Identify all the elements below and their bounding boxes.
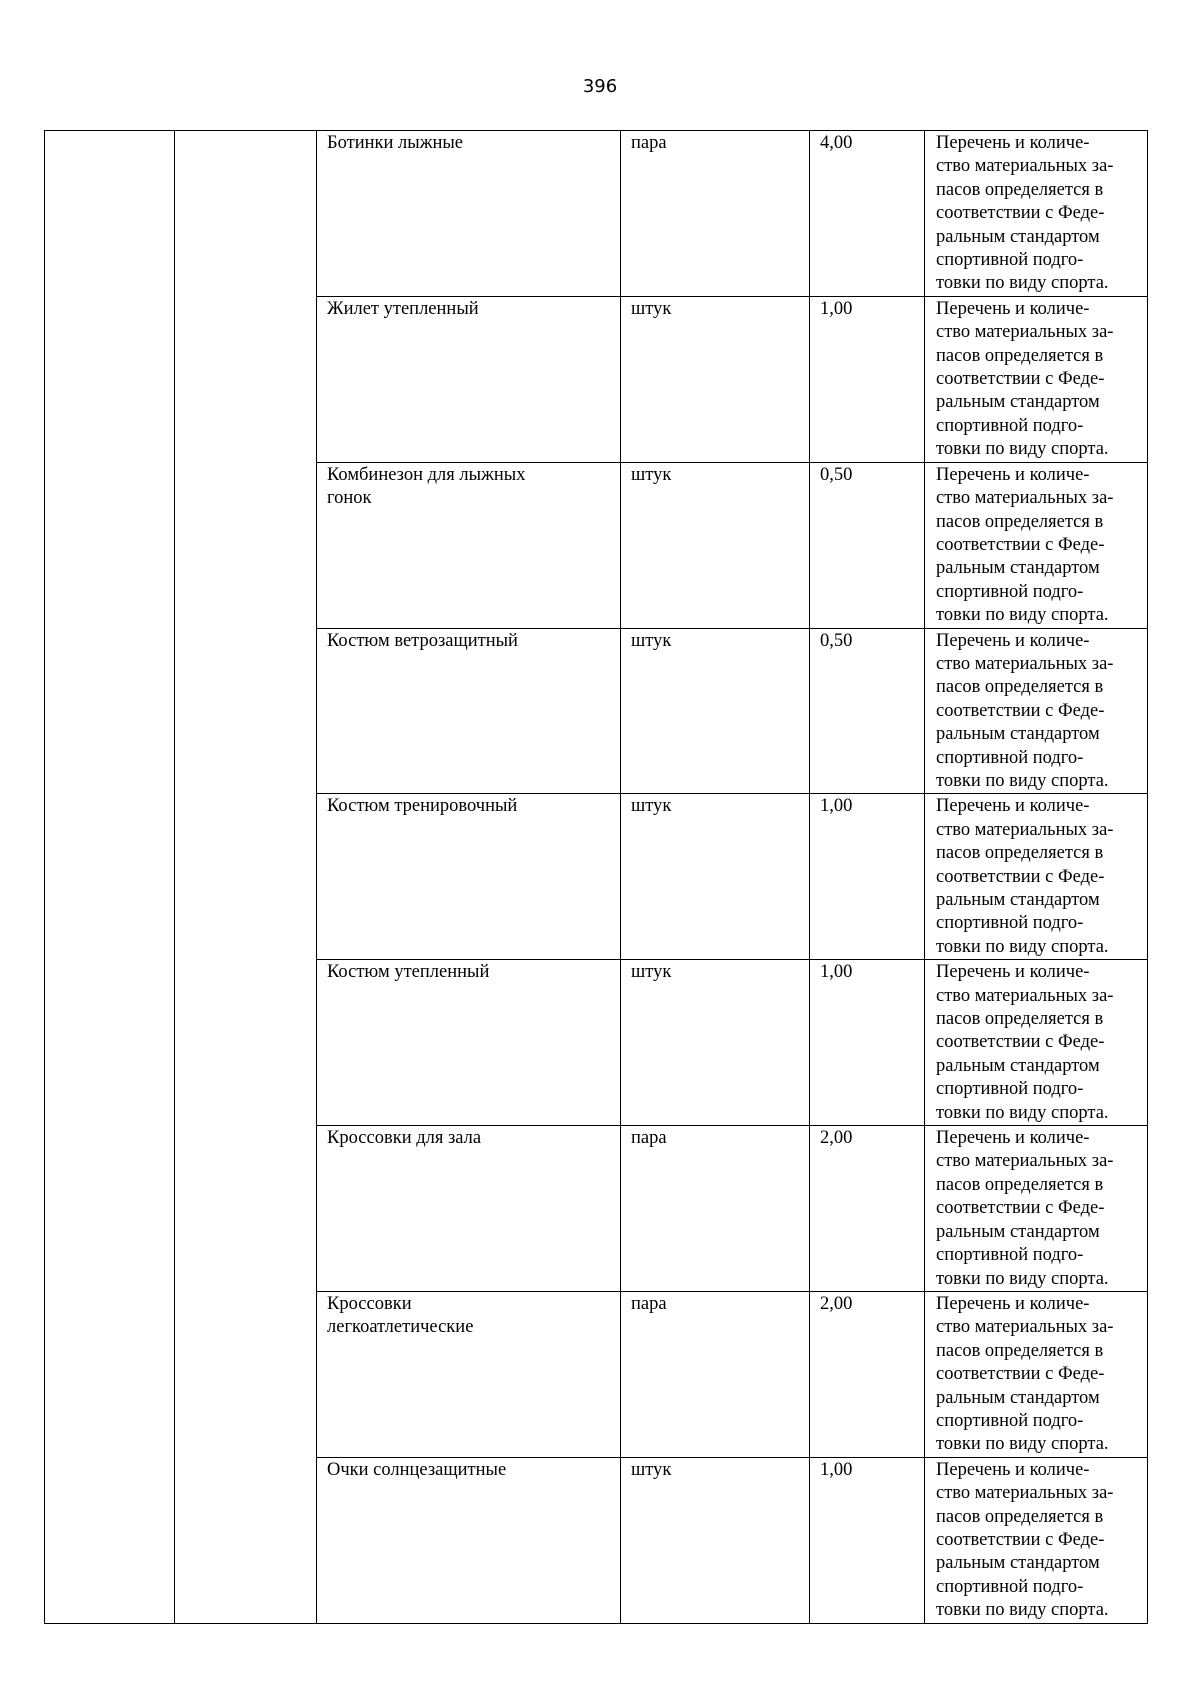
item-name-line: Костюм утепленный (327, 962, 490, 983)
note-line: Перечень и количе- (936, 1459, 1090, 1480)
quantity-cell: 0,50 (810, 462, 925, 628)
merged-empty-cell-2 (175, 131, 317, 1624)
note-line: пасов определяется в (936, 677, 1104, 698)
note-cell (925, 794, 1148, 960)
note-line: ство материальных за- (936, 1483, 1114, 1504)
item-name-line: Комбинезон для лыжных (327, 464, 526, 485)
item-name-line: Жилет утепленный (327, 298, 479, 319)
unit-cell: пара (621, 1291, 810, 1457)
unit-cell: пара (621, 1126, 810, 1292)
note-line: пасов определяется в (936, 179, 1104, 200)
note-line: ральным стандартом (936, 724, 1100, 745)
item-name-line: Кроссовки для зала (327, 1128, 482, 1149)
note-line: ство материальных за- (936, 985, 1114, 1006)
note-line: соответствии с Феде- (936, 1198, 1105, 1219)
item-name-cell (317, 628, 621, 794)
note-line: соответствии с Феде- (936, 1032, 1105, 1053)
table-body (45, 131, 1148, 1624)
note-line: спортивной подго- (936, 913, 1084, 934)
note-line: ство материальных за- (936, 1151, 1114, 1172)
note-line: Перечень и количе- (936, 796, 1090, 817)
note-line: соответствии с Феде- (936, 534, 1105, 555)
note-cell (925, 628, 1148, 794)
note-line: ральным стандартом (936, 1221, 1100, 1242)
quantity-cell: 1,00 (810, 960, 925, 1126)
note-line: спортивной подго- (936, 1576, 1084, 1597)
note-line: ство материальных за- (936, 819, 1114, 840)
note-line: спортивной подго- (936, 415, 1084, 436)
note-line: Перечень и количе- (936, 298, 1090, 319)
note-cell (925, 1126, 1148, 1292)
note-line: Перечень и количе- (936, 630, 1090, 651)
note-line: спортивной подго- (936, 1245, 1084, 1266)
note-line: соответствии с Феде- (936, 700, 1105, 721)
item-name-line: Костюм ветрозащитный (327, 630, 518, 651)
item-name-cell (317, 462, 621, 628)
note-line: соответствии с Феде- (936, 1364, 1105, 1385)
quantity-cell: 2,00 (810, 1126, 925, 1292)
item-name-cell (317, 1126, 621, 1292)
note-line: ство материальных за- (936, 322, 1114, 343)
note-line: товки по виду спорта. (936, 1434, 1109, 1455)
item-name-line: Костюм тренировочный (327, 796, 518, 817)
note-line: ральным стандартом (936, 226, 1100, 247)
note-line: товки по виду спорта. (936, 605, 1109, 626)
note-line: Перечень и количе- (936, 962, 1090, 983)
note-cell (925, 1457, 1148, 1623)
quantity-cell: 1,00 (810, 296, 925, 462)
note-line: спортивной подго- (936, 581, 1084, 602)
note-line: Перечень и количе- (936, 1128, 1090, 1149)
note-line: ство материальных за- (936, 156, 1114, 177)
note-line: товки по виду спорта. (936, 1102, 1109, 1123)
equipment-table (44, 130, 1148, 1624)
note-line: спортивной подго- (936, 747, 1084, 768)
item-name-line: легкоатлетические (327, 1317, 474, 1338)
note-line: пасов определяется в (936, 843, 1104, 864)
note-line: ральным стандартом (936, 392, 1100, 413)
note-line: соответствии с Феде- (936, 866, 1105, 887)
item-name-line: Очки солнцезащитные (327, 1459, 507, 1480)
note-line: пасов определяется в (936, 1009, 1104, 1030)
note-line: ство материальных за- (936, 653, 1114, 674)
note-line: спортивной подго- (936, 250, 1084, 271)
item-name-cell (317, 960, 621, 1126)
unit-cell: штук (621, 462, 810, 628)
note-line: ральным стандартом (936, 1553, 1100, 1574)
note-line: ральным стандартом (936, 1387, 1100, 1408)
quantity-cell: 1,00 (810, 794, 925, 960)
item-name-cell (317, 794, 621, 960)
item-name-cell (317, 1291, 621, 1457)
note-line: ство материальных за- (936, 488, 1114, 509)
note-cell (925, 1291, 1148, 1457)
item-name-line: Ботинки лыжные (327, 133, 464, 153)
note-line: ство материальных за- (936, 1317, 1114, 1338)
note-line: Перечень и количе- (936, 1293, 1090, 1314)
item-name-cell (317, 296, 621, 462)
item-name-line: Кроссовки (327, 1293, 412, 1314)
note-line: товки по виду спорта. (936, 439, 1109, 460)
quantity-cell: 4,00 (810, 131, 925, 297)
item-name-cell (317, 1457, 621, 1623)
note-line: пасов определяется в (936, 345, 1104, 366)
note-cell (925, 131, 1148, 297)
note-line: ральным стандартом (936, 890, 1100, 910)
unit-cell: штук (621, 296, 810, 462)
note-cell (925, 462, 1148, 628)
note-line: спортивной подго- (936, 1410, 1084, 1431)
unit-cell: штук (621, 1457, 810, 1623)
note-line: товки по виду спорта. (936, 273, 1109, 294)
table-row (45, 131, 1148, 297)
note-cell (925, 296, 1148, 462)
note-line: ральным стандартом (936, 1055, 1100, 1076)
note-line: пасов определяется в (936, 1340, 1104, 1361)
note-line: Перечень и количе- (936, 133, 1090, 153)
unit-cell: штук (621, 960, 810, 1126)
note-line: товки по виду спорта. (936, 936, 1109, 957)
note-line: соответствии с Феде- (936, 369, 1105, 390)
note-line: товки по виду спорта. (936, 770, 1109, 791)
unit-cell: штук (621, 628, 810, 794)
quantity-cell: 0,50 (810, 628, 925, 794)
note-line: соответствии с Феде- (936, 203, 1105, 224)
note-line: пасов определяется в (936, 1506, 1104, 1527)
note-line: товки по виду спорта. (936, 1268, 1109, 1289)
note-line: товки по виду спорта. (936, 1600, 1109, 1621)
unit-cell: пара (621, 131, 810, 297)
item-name-cell (317, 131, 621, 297)
note-line: спортивной подго- (936, 1079, 1084, 1100)
note-line: соответствии с Феде- (936, 1529, 1105, 1550)
quantity-cell: 2,00 (810, 1291, 925, 1457)
note-line: Перечень и количе- (936, 464, 1090, 485)
page-number: 396 (582, 76, 618, 97)
note-line: пасов определяется в (936, 1174, 1104, 1195)
unit-cell: штук (621, 794, 810, 960)
note-line: пасов определяется в (936, 511, 1104, 532)
quantity-cell: 1,00 (810, 1457, 925, 1623)
note-cell (925, 960, 1148, 1126)
note-line: ральным стандартом (936, 558, 1100, 579)
item-name-line: гонок (327, 488, 372, 509)
merged-empty-cell-1 (45, 131, 175, 1624)
